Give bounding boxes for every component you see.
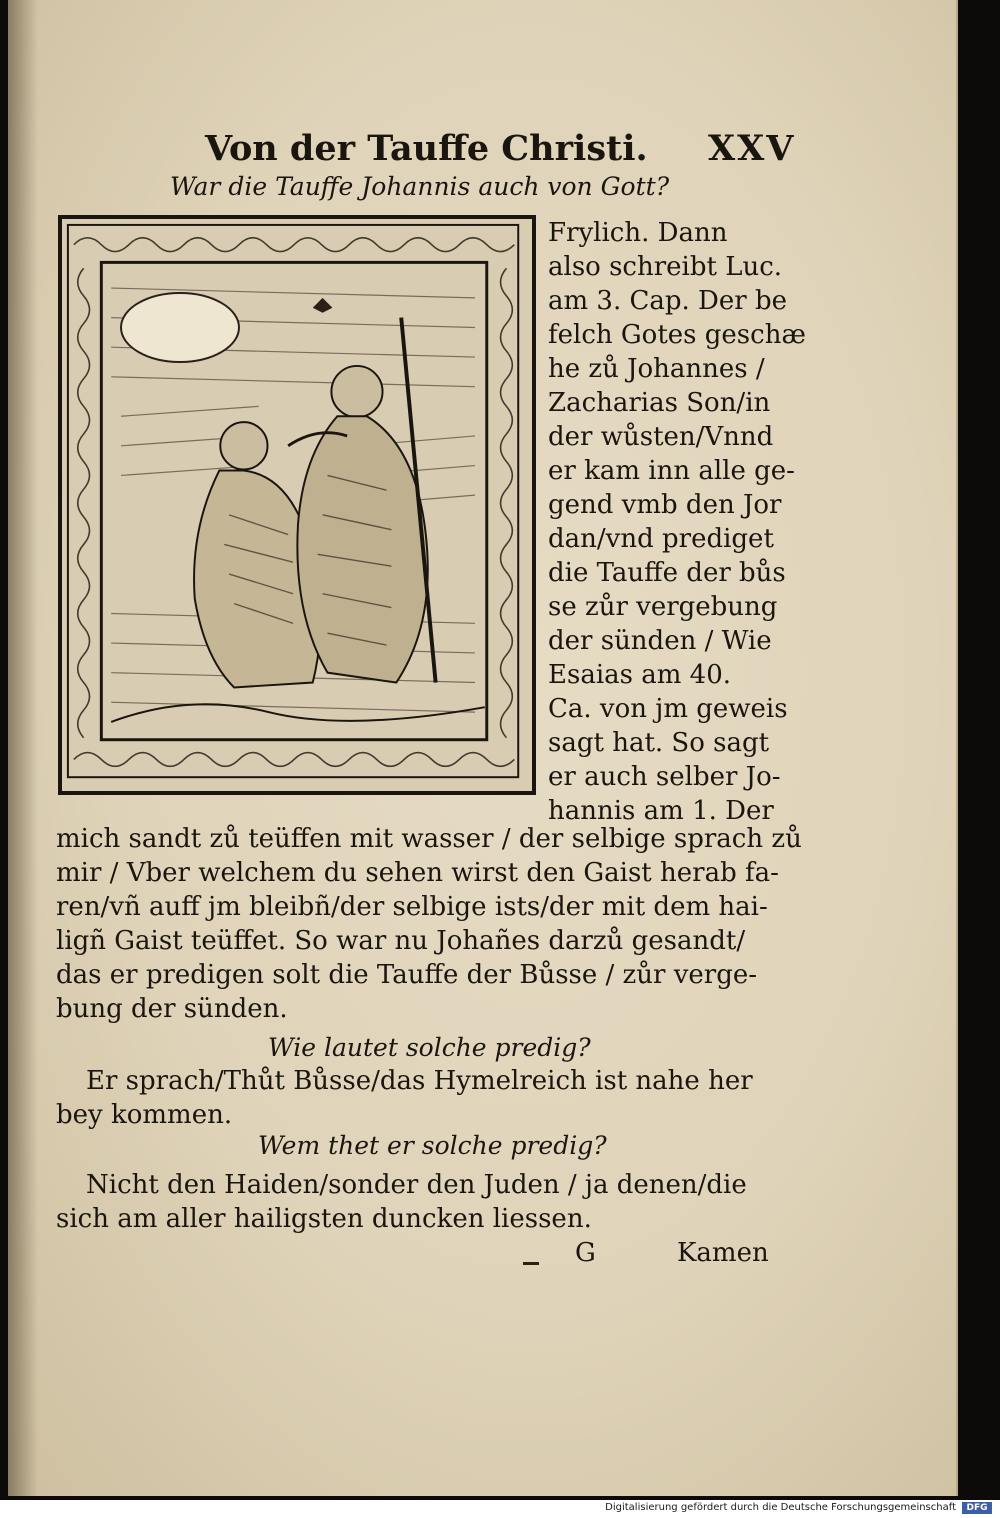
answer-2-line-1: Er sprach/Thůt Bůsse/das Hymelreich ist nahe her [86,1066,753,1096]
side-line-11: die Tauffe der bůs [548,558,786,588]
footer-credit: Digitalisierung gefördert durch die Deutsche Forschungsgemeinschaft [605,1502,956,1513]
side-line-10: dan/vnd prediget [548,524,774,554]
answer-3-line-1: Nicht den Haiden/sonder den Juden / ja denen/die [86,1170,747,1200]
side-line-15: Ca. von jm geweis [548,694,788,724]
woodcut-image [62,219,532,791]
body-line-3: ren/vñ auff jm bleibñ/der selbige ists/der mit dem hai- [56,892,768,922]
answer-3-line-2: sich am aller hailigsten duncken liessen. [56,1204,592,1234]
running-title: Von der Tauffe Christi. [205,128,648,169]
side-line-1: Frylich. Dann [548,218,728,248]
side-line-5: he zů Johannes / [548,354,765,384]
body-line-6: bung der sünden. [56,994,288,1024]
side-line-3: am 3. Cap. Der be [548,286,788,316]
side-line-18: hannis am 1. Der [548,796,774,826]
answer-2-line-2: bey kommen. [56,1100,233,1130]
side-line-17: er auch selber Jo- [548,762,781,792]
side-line-14: Esaias am 40. [548,660,732,690]
side-line-8: er kam inn alle ge- [548,456,795,486]
side-line-2: also schreibt Luc. [548,252,783,282]
side-line-4: felch Gotes geschæ [548,320,806,350]
body-line-4: ligñ Gaist teüffet. So war nu Johañes darzů gesandt/ [56,926,746,956]
body-line-2: mir / Vber welchem du sehen wirst den Gaist herab fa- [56,858,779,888]
question-1: War die Tauffe Johannis auch von Gott? [170,172,670,201]
page-gutter-shadow [8,0,38,1496]
side-line-13: der sünden / Wie [548,626,772,656]
side-line-9: gend vmb den Jor [548,490,782,520]
side-line-12: se zůr vergebung [548,592,778,622]
side-line-16: sagt hat. So sagt [548,728,770,758]
dfg-logo: DFG [962,1502,992,1514]
question-3: Wem thet er solche predig? [258,1131,607,1160]
side-line-7: der wůsten/Vnnd [548,422,774,452]
body-line-1: mich sandt zů teüffen mit wasser / der selbige sprach zů [56,824,802,854]
body-line-5: das er predigen solt die Tauffe der Bůsse / zůr verge- [56,960,758,990]
question-2: Wie lautet solche predig? [268,1033,591,1062]
folio-number: XXV [708,128,796,169]
side-line-6: Zacharias Son/in [548,388,771,418]
catchword: Kamen [677,1238,769,1268]
signature-mark: G [575,1238,596,1268]
printer-mark [523,1262,539,1265]
woodcut-illustration-baptism [58,215,536,795]
